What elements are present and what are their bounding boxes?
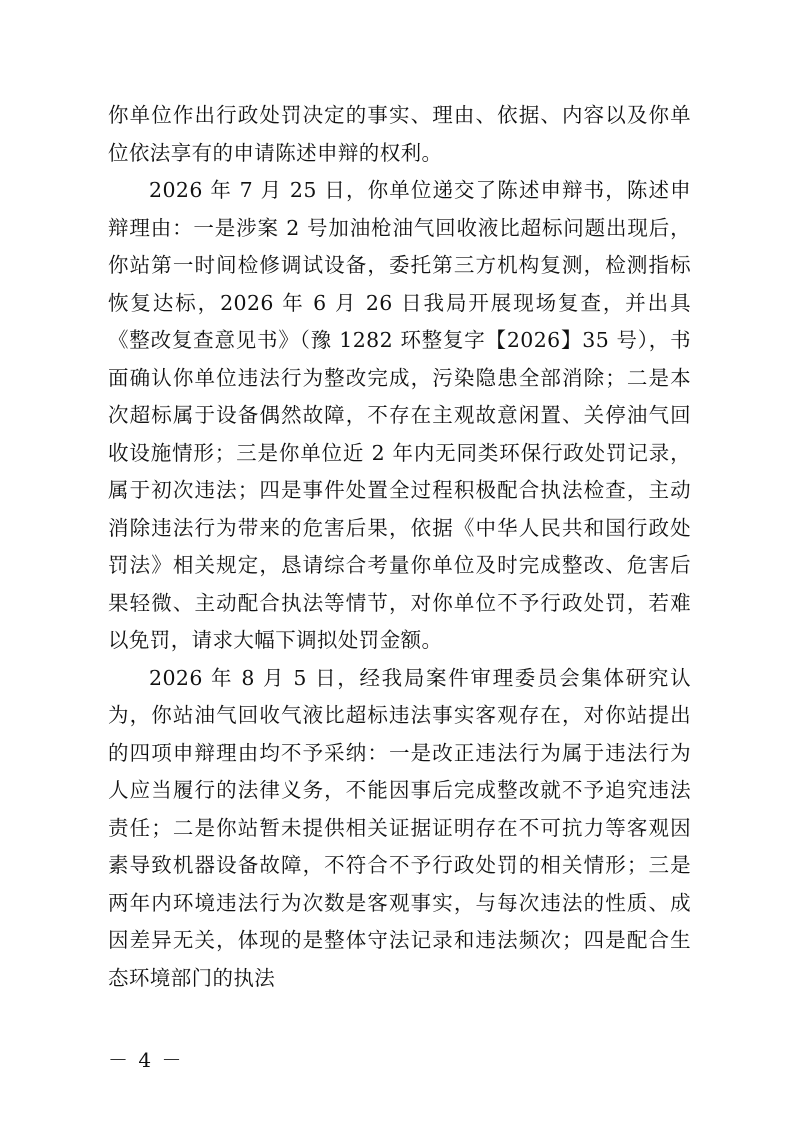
paragraph-1: 你单位作出行政处罚决定的事实、理由、依据、内容以及你单位依法享有的申请陈述申辩的权利。 <box>108 103 691 165</box>
page-number: － 4 － <box>108 1048 184 1072</box>
document-body <box>108 97 691 997</box>
paragraph-2: 2026 年 7 月 25 日，你单位递交了陈述申辩书，陈述申辩理由：一是涉案 2 号加油枪油气回收液比超标问题出现后，你站第一时间检修调试设备，委托第三方机构复测，检测指标恢复达标，2026 年 6 月 26 日我局开展现场复查，并出具《整改复查意见书》（豫 1282 环整复字【2026】35 号），书面确认你单位违法行为整改完成，污染隐患全部消除；二是本次超标属于设备偶然故障，不存在主观故意闲置、关停油气回收设施情形；三是你单位近 2 年内无同类环保行政处罚记录，属于初次违法；四是事件处置全过程积极配合执法检查，主动消除违法行为带来的危害后果，依据《中华人民共和国行政处罚法》相关规定，恳请综合考量你单位及时完成整改、危害后果轻微、主动配合执法等情节，对你单位不予行政处罚，若难以免罚，请求大幅下调拟处罚金额。 <box>108 178 691 652</box>
paragraph-3: 2026 年 8 月 5 日，经我局案件审理委员会集体研究认为，你站油气回收气液比超标违法事实客观存在，对你站提出的四项申辩理由均不予采纳：一是改正违法行为属于违法行为人应当履行的法律义务，不能因事后完成整改就不予追究违法责任；二是你站暂未提供相关证据证明存在不可抗力等客观因素导致机器设备故障，不符合不予行政处罚的相关情形；三是两年内环境违法行为次数是客观事实，与每次违法的性质、成因差异无关，体现的是整体守法记录和违法频次；四是配合生态环境部门的执法 <box>108 665 691 990</box>
